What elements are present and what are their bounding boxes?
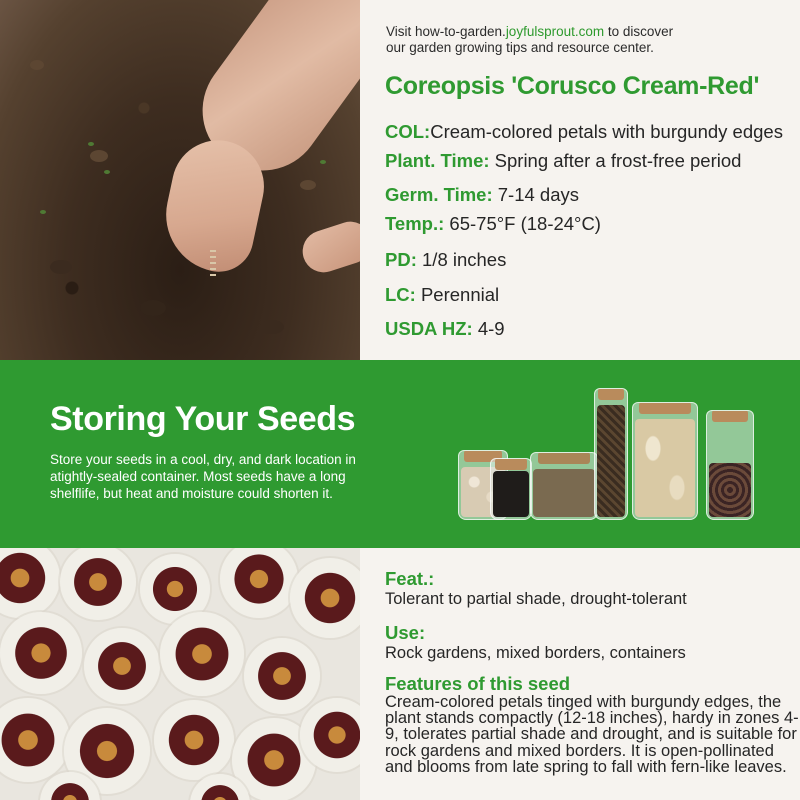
sprout [40, 210, 46, 214]
sprout [88, 142, 94, 146]
flower [0, 548, 60, 618]
spec-value: Spring after a frost-free period [489, 150, 742, 171]
spec-value: Perennial [415, 284, 500, 305]
jar-cork [712, 410, 749, 422]
jar-mixed-beans [706, 410, 754, 520]
spec-value: Cream-colored petals with burgundy edges [430, 121, 783, 142]
jar-small-seeds [530, 452, 598, 520]
second-hand [297, 216, 360, 278]
spec-hardiness-zone [385, 318, 505, 340]
jar-contents [709, 463, 751, 517]
seed-jars-image [456, 386, 756, 520]
jar-cork [598, 388, 624, 400]
feat-label: Feat.: [385, 568, 435, 589]
flower [0, 612, 82, 694]
soil-clump [30, 60, 44, 70]
jar-cork [495, 458, 527, 470]
spec-key: PD: [385, 249, 417, 270]
flower [220, 548, 298, 618]
spec-key: Temp.: [385, 213, 445, 234]
top-section [0, 0, 800, 360]
spec-value: 4-9 [472, 318, 505, 339]
visit-line2: our garden growing tips and resource center. [386, 40, 654, 55]
website-link[interactable]: joyfulsprout.com [505, 24, 605, 39]
jar-contents [493, 471, 529, 517]
flower [290, 558, 360, 638]
spec-value: 7-14 days [492, 184, 580, 205]
coreopsis-flowers-photo [0, 548, 360, 800]
jar-pumpkin-seeds [632, 402, 698, 520]
spec-planting-depth [385, 249, 506, 271]
features-label: Features of this seed [385, 673, 571, 694]
sprout [320, 160, 326, 164]
soil-clump [140, 300, 166, 316]
spec-key: COL: [385, 121, 431, 142]
spec-color [385, 121, 783, 143]
spec-key: Plant. Time: [385, 150, 490, 171]
spec-germination-time [385, 184, 579, 206]
spec-key: LC: [385, 284, 416, 305]
use-text: Rock gardens, mixed borders, containers [385, 644, 686, 662]
jar-tall-dark-seeds [594, 388, 628, 520]
product-title: Coreopsis 'Corusco Cream-Red' [385, 72, 760, 100]
jar-contents [597, 405, 625, 517]
sprout [104, 170, 110, 174]
spec-value: 1/8 inches [416, 249, 507, 270]
features-text: Cream-colored petals tinged with burgundy edges, the plant stands compactly (12-18 inches), hardy in zones 4-9, tolerates partial shade and drought, and is suitable for rock gardens and mixed borders. It is open-pollinated and blooms from late spring to fall with fern-like leaves. [385, 693, 799, 776]
spec-life-cycle [385, 284, 499, 306]
visit-prefix: Visit how-to-garden. [386, 24, 506, 39]
use-label: Use: [385, 622, 426, 643]
visit-text [386, 24, 786, 56]
flower [0, 698, 70, 782]
falling-seeds [210, 250, 216, 280]
features-panel [360, 548, 800, 800]
jar-cork [639, 402, 690, 414]
flower [60, 548, 136, 620]
soil-clump [260, 320, 284, 334]
product-info-panel [360, 0, 800, 360]
jar-contents [533, 469, 595, 517]
storing-text: Store your seeds in a cool, dry, and dark location in atightly-sealed container. Most seeds have a long shelflife, but heat and moisture could shorten it. [50, 452, 356, 501]
spec-key: USDA HZ: [385, 318, 473, 339]
spec-temperature [385, 213, 601, 235]
jar-black-seeds [490, 458, 532, 520]
spec-planting-time [385, 150, 741, 172]
storing-title: Storing Your Seeds [50, 400, 356, 438]
soil-clump [300, 180, 316, 190]
jar-cork [538, 452, 591, 464]
feat-text: Tolerant to partial shade, drought-tolerant [385, 590, 687, 608]
jar-contents [635, 419, 695, 517]
flower [154, 700, 234, 780]
spec-value: 65-75°F (18-24°C) [444, 213, 601, 234]
flower [244, 638, 320, 714]
hand-sowing-seeds-photo [0, 0, 360, 360]
soil-clump [90, 150, 108, 162]
spec-key: Germ. Time: [385, 184, 493, 205]
flower [84, 628, 160, 704]
flower [160, 612, 244, 696]
soil-clump [50, 260, 72, 274]
visit-suffix: to discover [604, 24, 674, 39]
